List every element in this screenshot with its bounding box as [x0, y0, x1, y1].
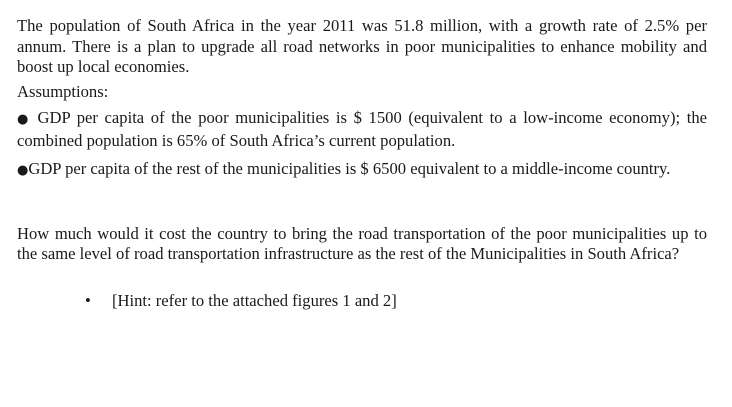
assumption-text-2: GDP per capita of the rest of the municipalities is $ 6500 equivalent to a middle-income country. — [28, 159, 671, 178]
document-body — [17, 16, 707, 311]
hint-text: [Hint: refer to the attached figures 1 and 2] — [112, 290, 397, 310]
assumption-text-1: GDP per capita of the poor municipalities is $ 1500 (equivalent to a low-income economy); the combined population is 65% of South Africa’s current population. — [17, 108, 708, 150]
assumption-item-2 — [17, 159, 707, 182]
intro-paragraph: The population of South Africa in the year 2011 was 51.8 million, with a growth rate of 2.5% per annum. There is a plan to upgrade all road networks in poor municipalities to enhance mobility and boost up local economies. — [17, 16, 707, 76]
assumption-item-1 — [17, 108, 707, 151]
assumptions-heading: Assumptions: — [17, 81, 109, 101]
question-paragraph: How much would it cost the country to bring the road transportation of the poor municipalities up to the same level of road transportation infrastructure as the rest of the Municipalities in South Africa? — [17, 223, 707, 263]
hint-item — [17, 291, 707, 312]
bullet-icon: ● — [17, 112, 31, 127]
hint-bullet-icon: • — [85, 290, 91, 310]
bullet-icon: ● — [17, 163, 29, 178]
